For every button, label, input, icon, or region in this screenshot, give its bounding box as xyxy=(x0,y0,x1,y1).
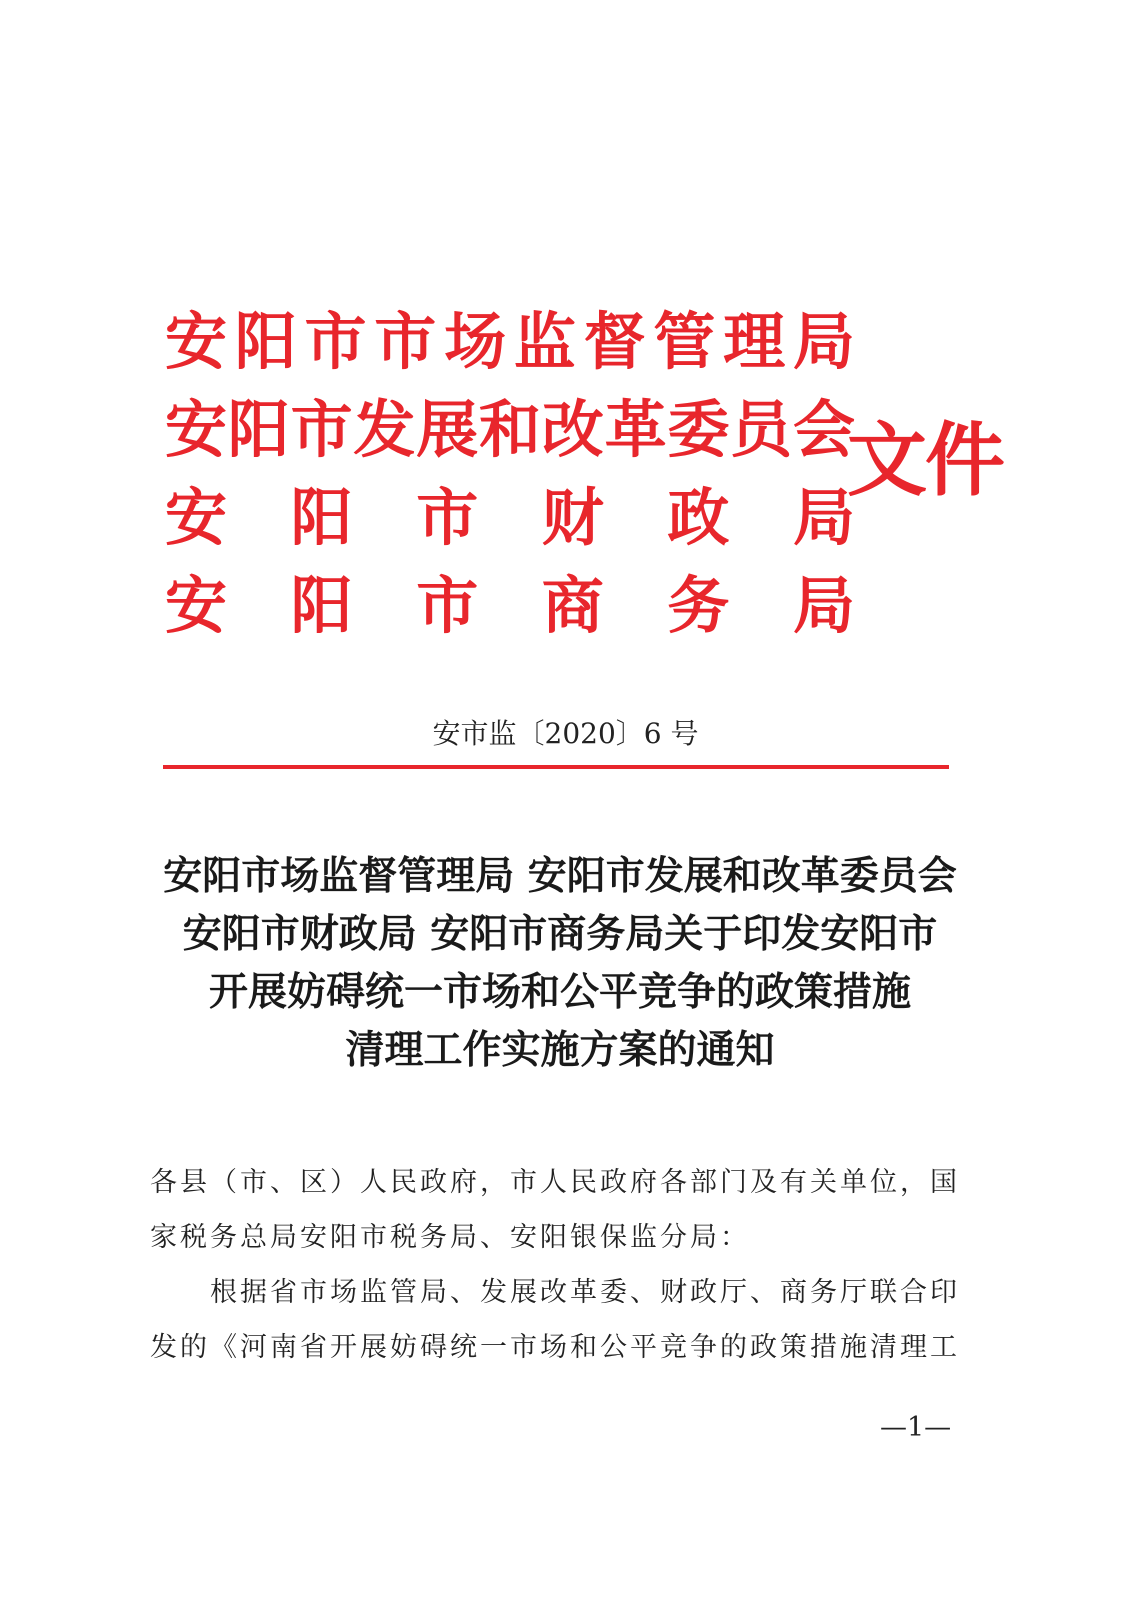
page-number: —1— xyxy=(880,1412,952,1443)
document-number: 安市监〔2020〕6 号 xyxy=(432,717,699,750)
title-line: 开展妨碍统一市场和公平竞争的政策措施 xyxy=(208,970,911,1015)
issuing-organizations xyxy=(165,298,855,650)
title-line: 安阳市财政局 安阳市商务局关于印发安阳市 xyxy=(182,912,938,957)
document-suffix: 文件 xyxy=(847,413,1003,507)
red-divider xyxy=(163,765,949,769)
document-title xyxy=(110,848,1010,1080)
org-line-commerce: 安 阳 市 商 务 局 xyxy=(165,569,855,642)
body-paragraph: 根据省市场监管局、发展改革委、财政厅、商务厅联合印发的《河南省开展妨碍统一市场和公平竞争的政策措施清理工 xyxy=(150,1277,960,1363)
org-line-market-supervision: 安 阳 市 市 场 监 督 管 理 局 xyxy=(165,305,855,378)
org-line-development-reform: 安 阳 市 发 展 和 改 革 委 员 会 xyxy=(165,393,855,466)
org-line-finance: 安 阳 市 财 政 局 xyxy=(165,481,855,554)
title-line: 安阳市场监督管理局 安阳市发展和改革委员会 xyxy=(163,854,957,899)
document-body xyxy=(150,1155,965,1375)
salutation: 各县（市、区）人民政府，市人民政府各部门及有关单位，国家税务总局安阳市税务局、安阳银保监分局： xyxy=(150,1167,960,1253)
title-line: 清理工作实施方案的通知 xyxy=(345,1028,775,1073)
